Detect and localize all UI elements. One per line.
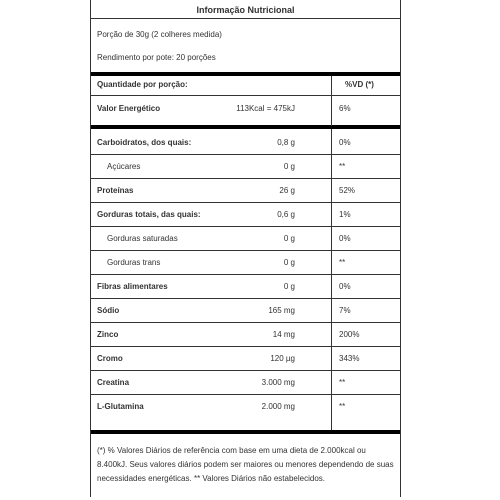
nutrient-quantity: 26 g — [279, 186, 295, 195]
nutrient-vd: ** — [339, 258, 346, 267]
nutrient-vd: ** — [339, 378, 346, 387]
nutrient-name: Fibras alimentares — [97, 282, 168, 291]
nutrient-quantity: 0 g — [283, 162, 295, 171]
nutrient-name: Cromo — [97, 354, 123, 363]
nutrient-vd: 7% — [339, 306, 351, 315]
nutrient-quantity: 120 µg — [270, 354, 295, 363]
divider — [91, 18, 400, 19]
divider-thick — [91, 430, 400, 434]
energy-label: Valor Energético — [97, 104, 161, 113]
nutrient-name: Zinco — [97, 330, 119, 339]
table-row — [91, 155, 400, 179]
nutrient-name: Carboidratos, dos quais: — [97, 138, 192, 147]
nutrition-table — [90, 0, 401, 497]
nutrient-vd: 0% — [339, 282, 351, 291]
nutrient-quantity: 3.000 mg — [261, 378, 295, 387]
nutrient-name: Creatina — [97, 378, 130, 387]
nutrient-name: Proteínas — [97, 186, 134, 195]
nutrient-name: Gorduras trans — [107, 258, 161, 267]
table-row — [91, 179, 400, 203]
nutrient-name: Açúcares — [107, 162, 141, 171]
table-row — [91, 251, 400, 275]
nutrient-name: Gorduras saturadas — [107, 234, 178, 243]
nutrient-quantity: 0 g — [283, 234, 295, 243]
table-row — [91, 227, 400, 251]
nutrient-vd: 343% — [339, 354, 360, 363]
divider-thick — [91, 72, 400, 76]
column-header-vd: %VD (*) — [345, 80, 374, 89]
column-header-quantity: Quantidade por porção: — [97, 80, 188, 89]
nutrient-vd: 0% — [339, 138, 351, 147]
nutrient-vd: ** — [339, 162, 346, 171]
nutrient-vd: ** — [339, 402, 346, 411]
nutrient-quantity: 0 g — [283, 258, 295, 267]
nutrient-quantity: 14 mg — [272, 330, 295, 339]
nutrient-vd: 0% — [339, 234, 351, 243]
nutrient-name: Sódio — [97, 306, 120, 315]
nutrient-name: Gorduras totais, das quais: — [97, 210, 201, 219]
table-row — [91, 395, 400, 419]
footnote: (*) % Valores Diários de referência com base em uma dieta de 2.000kcal ou 8.400kJ. Seus valores diários podem ser maiores ou menores dependendo de suas necessidades energéticas. ** Valores Diários não estabelecidos. — [97, 446, 394, 483]
energy-row — [91, 97, 400, 121]
table-row — [91, 323, 400, 347]
nutrient-quantity: 0 g — [283, 282, 295, 291]
nutrient-quantity: 0,8 g — [277, 138, 295, 147]
table-row — [91, 275, 400, 299]
servings-per-pack: Rendimento por pote: 20 porções — [97, 53, 216, 62]
table-title: Informação Nutricional — [196, 5, 295, 15]
nutrient-vd: 1% — [339, 210, 351, 219]
table-row — [91, 371, 400, 395]
serving-size: Porção de 30g (2 colheres medida) — [97, 30, 222, 39]
table-row — [91, 131, 400, 155]
divider — [91, 95, 400, 96]
nutrient-vd: 52% — [339, 186, 356, 195]
column-divider — [331, 129, 332, 430]
nutrient-vd: 200% — [339, 330, 360, 339]
table-row — [91, 203, 400, 227]
column-divider — [331, 76, 332, 126]
energy-quantity: 113Kcal = 475kJ — [236, 104, 295, 113]
nutrient-quantity: 165 mg — [268, 306, 295, 315]
table-row — [91, 347, 400, 371]
nutrient-name: L-Glutamina — [97, 402, 144, 411]
nutrient-quantity: 0,6 g — [277, 210, 295, 219]
energy-vd: 6% — [339, 104, 351, 113]
table-row — [91, 299, 400, 323]
nutrient-quantity: 2.000 mg — [261, 402, 295, 411]
divider-thick — [91, 125, 400, 129]
